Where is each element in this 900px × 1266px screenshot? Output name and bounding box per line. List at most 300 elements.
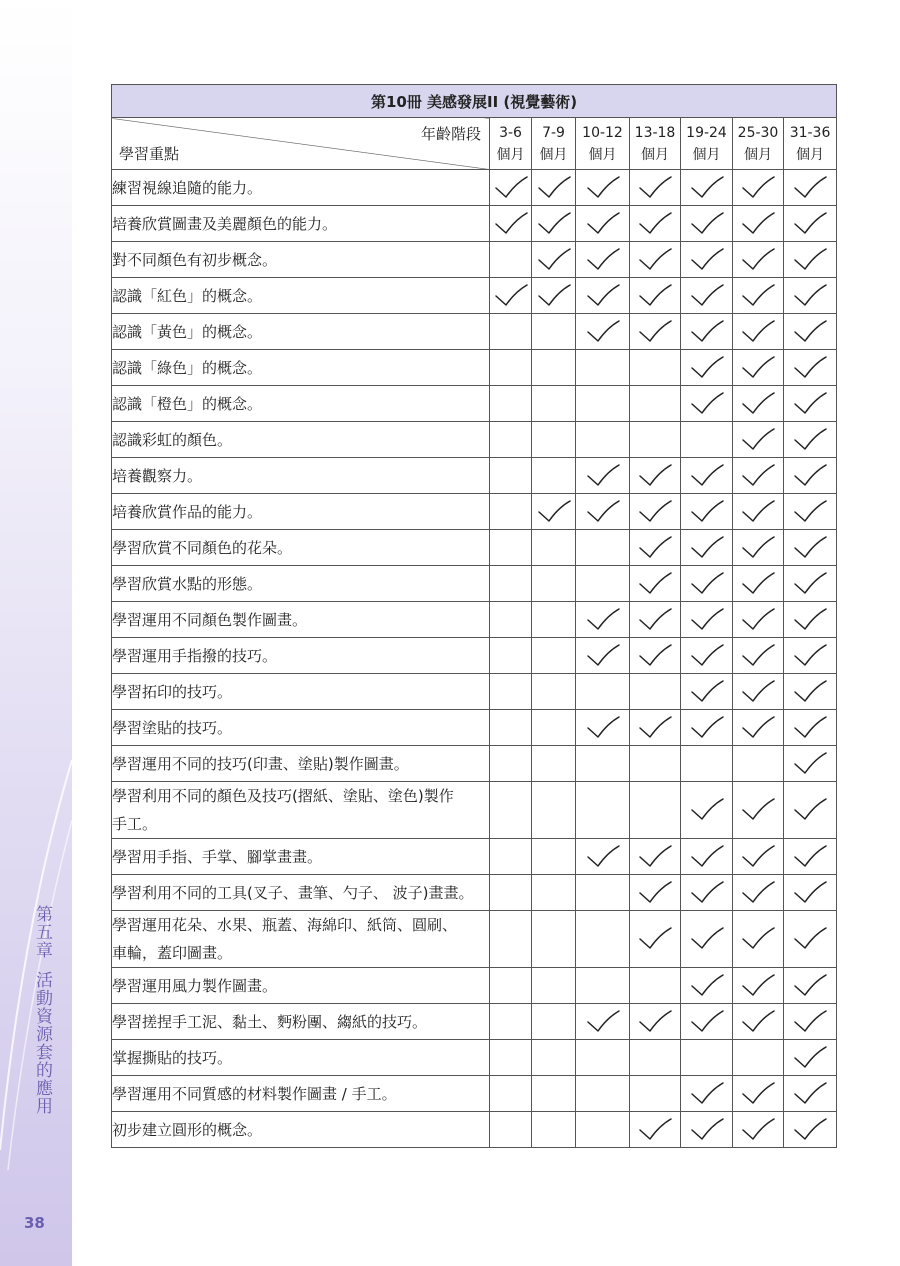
empty-cell [681, 746, 733, 782]
empty-cell [630, 968, 681, 1004]
checkmark-icon [681, 607, 732, 633]
learning-focus-text: 培養欣賞作品的能力。 [112, 502, 263, 521]
check-cell [784, 422, 837, 458]
checkmark-icon [784, 844, 836, 870]
checkmark-icon [681, 283, 732, 309]
check-cell [681, 674, 733, 710]
checkmark-icon [630, 844, 680, 870]
checkmark-icon [576, 499, 629, 525]
checkmark-icon [784, 973, 836, 999]
learning-focus-cell [112, 602, 490, 638]
empty-cell [490, 1040, 532, 1076]
check-cell [490, 170, 532, 206]
table-row [112, 314, 837, 350]
check-cell [733, 530, 784, 566]
empty-cell [532, 1040, 576, 1076]
check-cell [576, 638, 630, 674]
check-cell [576, 1004, 630, 1040]
check-cell [576, 314, 630, 350]
checkmark-icon [733, 463, 783, 489]
check-cell [681, 494, 733, 530]
check-cell [784, 566, 837, 602]
learning-focus-cell [112, 674, 490, 710]
table-row [112, 350, 837, 386]
checkmark-icon [681, 880, 732, 906]
learning-focus-text: 學習用手指、手掌、腳掌畫畫。 [112, 847, 323, 866]
check-cell [630, 494, 681, 530]
checkmark-icon [630, 247, 680, 273]
check-cell [630, 566, 681, 602]
check-cell [733, 458, 784, 494]
checkmark-icon [630, 283, 680, 309]
chapter-number: 第五章 [32, 905, 52, 959]
learning-focus-text: 練習視線追隨的能力。 [112, 178, 263, 197]
empty-cell [490, 422, 532, 458]
empty-cell [490, 1076, 532, 1112]
empty-cell [532, 875, 576, 911]
check-cell [630, 839, 681, 875]
empty-cell [532, 422, 576, 458]
learning-focus-text: 學習拓印的技巧。 [112, 682, 233, 701]
check-cell [733, 350, 784, 386]
checkmark-icon [784, 427, 836, 453]
checkmark-icon [733, 926, 783, 952]
empty-cell [490, 674, 532, 710]
age-range: 10-12 [582, 124, 623, 141]
checkmark-icon [681, 797, 732, 823]
check-cell [784, 242, 837, 278]
age-unit: 個月 [692, 146, 721, 163]
check-cell [532, 170, 576, 206]
check-cell [532, 242, 576, 278]
empty-cell [490, 566, 532, 602]
learning-focus-cell [112, 278, 490, 314]
empty-cell [490, 1112, 532, 1148]
check-cell [630, 1112, 681, 1148]
empty-cell [490, 494, 532, 530]
age-header-3-6 [490, 118, 532, 170]
empty-cell [532, 314, 576, 350]
learning-focus-text: 學習搓捏手工泥、黏土、麪粉團、縐紙的技巧。 [112, 1012, 428, 1031]
check-cell [733, 968, 784, 1004]
checkmark-icon [532, 499, 575, 525]
empty-cell [630, 1040, 681, 1076]
checkmark-icon [784, 211, 836, 237]
check-cell [733, 422, 784, 458]
check-cell [681, 602, 733, 638]
checkmark-icon [784, 247, 836, 273]
check-cell [681, 566, 733, 602]
check-cell [784, 710, 837, 746]
empty-cell [490, 839, 532, 875]
checkmark-icon [630, 880, 680, 906]
table-row [112, 911, 837, 968]
empty-cell [532, 350, 576, 386]
age-unit: 個月 [588, 146, 617, 163]
check-cell [733, 242, 784, 278]
empty-cell [576, 530, 630, 566]
checkmark-icon [733, 247, 783, 273]
checkmark-icon [784, 751, 836, 777]
chapter-title: 活動資源套的應用 [32, 971, 52, 1115]
checkmark-icon [490, 175, 531, 201]
empty-cell [532, 710, 576, 746]
learning-focus-cell [112, 1112, 490, 1148]
check-cell [630, 710, 681, 746]
checkmark-icon [681, 1117, 732, 1143]
check-cell [681, 1004, 733, 1040]
learning-focus-text: 認識彩虹的顏色。 [112, 430, 233, 449]
checkmark-icon [681, 355, 732, 381]
checkmark-icon [784, 463, 836, 489]
checkmark-icon [784, 643, 836, 669]
learning-focus-text: 認識「綠色」的概念。 [112, 358, 263, 377]
table-row [112, 530, 837, 566]
learning-focus-cell [112, 386, 490, 422]
empty-cell [576, 968, 630, 1004]
empty-cell [490, 350, 532, 386]
table-row [112, 1112, 837, 1148]
empty-cell [532, 746, 576, 782]
table-row [112, 968, 837, 1004]
checkmark-icon [733, 319, 783, 345]
age-range: 31-36 [789, 124, 831, 141]
check-cell [681, 206, 733, 242]
learning-focus-text: 學習欣賞水點的形態。 [112, 574, 263, 593]
age-range: 13-18 [634, 124, 676, 141]
empty-cell [490, 782, 532, 839]
learning-focus-cell [112, 875, 490, 911]
check-cell [681, 350, 733, 386]
checkmark-icon [733, 535, 783, 561]
check-cell [576, 839, 630, 875]
checkmark-icon [490, 283, 531, 309]
checkmark-icon [576, 247, 629, 273]
checkmark-icon [784, 880, 836, 906]
age-header-31-36 [784, 118, 837, 170]
check-cell [576, 242, 630, 278]
check-cell [630, 206, 681, 242]
check-cell [630, 875, 681, 911]
checkmark-icon [784, 679, 836, 705]
table-row [112, 1040, 837, 1076]
checkmark-icon [733, 499, 783, 525]
checkmark-icon [681, 247, 732, 273]
checkmark-icon [681, 391, 732, 417]
check-cell [681, 1112, 733, 1148]
check-cell [576, 710, 630, 746]
check-cell [733, 782, 784, 839]
age-range: 7-9 [542, 124, 565, 141]
checkmark-icon [784, 607, 836, 633]
checkmark-icon [681, 1009, 732, 1035]
check-cell [733, 314, 784, 350]
checkmark-icon [576, 844, 629, 870]
checkmark-icon [784, 535, 836, 561]
checkmark-icon [630, 607, 680, 633]
checkmark-icon [733, 797, 783, 823]
learning-focus-cell [112, 710, 490, 746]
chapter-label [30, 905, 54, 1115]
table-row [112, 1004, 837, 1040]
table-row [112, 494, 837, 530]
checkmark-icon [784, 283, 836, 309]
checkmark-icon [681, 319, 732, 345]
check-cell [784, 314, 837, 350]
check-cell [733, 839, 784, 875]
check-cell [784, 278, 837, 314]
empty-cell [630, 674, 681, 710]
check-cell [784, 1040, 837, 1076]
checkmark-icon [576, 607, 629, 633]
check-cell [733, 278, 784, 314]
checkmark-icon [576, 463, 629, 489]
checkmark-icon [784, 355, 836, 381]
table-row [112, 782, 837, 839]
check-cell [733, 710, 784, 746]
table-row [112, 746, 837, 782]
table-row [112, 875, 837, 911]
table-row [112, 386, 837, 422]
checkmark-icon [784, 1009, 836, 1035]
learning-focus-text: 學習運用不同質感的材料製作圖畫 / 手工。 [112, 1084, 397, 1103]
empty-cell [490, 710, 532, 746]
check-cell [784, 875, 837, 911]
check-cell [681, 530, 733, 566]
learning-focus-cell [112, 422, 490, 458]
empty-cell [490, 638, 532, 674]
learning-focus-cell [112, 782, 490, 839]
age-unit: 個月 [641, 146, 669, 163]
empty-cell [630, 782, 681, 839]
check-cell [630, 278, 681, 314]
learning-focus-cell [112, 746, 490, 782]
empty-cell [532, 839, 576, 875]
empty-cell [532, 782, 576, 839]
table-row [112, 710, 837, 746]
checkmark-icon [681, 1081, 732, 1107]
check-cell [576, 278, 630, 314]
learning-focus-text: 對不同顏色有初步概念。 [112, 250, 278, 269]
age-header-19-24 [681, 118, 733, 170]
checkmark-icon [733, 283, 783, 309]
checkmark-icon [532, 283, 575, 309]
checkmark-icon [630, 926, 680, 952]
checkmark-icon [733, 880, 783, 906]
learning-focus-text: 學習運用不同的技巧(印畫、塗貼)製作圖畫。 [112, 754, 409, 773]
checkmark-icon [630, 175, 680, 201]
checkmark-icon [733, 1117, 783, 1143]
checkmark-icon [630, 643, 680, 669]
empty-cell [576, 1040, 630, 1076]
empty-cell [576, 875, 630, 911]
checkmark-icon [784, 1045, 836, 1071]
checkmark-icon [532, 211, 575, 237]
empty-cell [630, 422, 681, 458]
checkmark-icon [733, 427, 783, 453]
learning-focus-text: 學習利用不同的顏色及技巧(摺紙、塗貼、塗色)製作 [112, 787, 454, 805]
table-row [112, 602, 837, 638]
learning-focus-cell [112, 314, 490, 350]
empty-cell [733, 1040, 784, 1076]
check-cell [681, 710, 733, 746]
empty-cell [490, 875, 532, 911]
empty-cell [681, 1040, 733, 1076]
empty-cell [532, 1004, 576, 1040]
checkmark-icon [681, 211, 732, 237]
checkmark-icon [630, 535, 680, 561]
check-cell [490, 278, 532, 314]
check-cell [630, 638, 681, 674]
empty-cell [630, 350, 681, 386]
check-cell [784, 530, 837, 566]
learning-focus-text: 學習運用不同顏色製作圖畫。 [112, 610, 308, 629]
checkmark-icon [733, 355, 783, 381]
empty-cell [630, 1076, 681, 1112]
check-cell [733, 170, 784, 206]
check-cell [681, 386, 733, 422]
empty-cell [532, 566, 576, 602]
learning-focus-cell [112, 968, 490, 1004]
checkmark-icon [576, 283, 629, 309]
empty-cell [576, 422, 630, 458]
check-cell [784, 170, 837, 206]
check-cell [630, 242, 681, 278]
learning-focus-text: 學習利用不同的工具(叉子、畫筆、勺子、 波子)畫畫。 [112, 883, 474, 902]
learning-focus-cell [112, 911, 490, 968]
empty-cell [576, 350, 630, 386]
table-row [112, 1076, 837, 1112]
table-row [112, 170, 837, 206]
check-cell [630, 911, 681, 968]
checkmark-icon [630, 211, 680, 237]
learning-focus-text: 掌握撕貼的技巧。 [112, 1048, 233, 1067]
table-row [112, 638, 837, 674]
learning-focus-text: 學習塗貼的技巧。 [112, 718, 233, 737]
empty-cell [490, 911, 532, 968]
checkmark-icon [733, 211, 783, 237]
learning-focus-cell [112, 530, 490, 566]
empty-cell [532, 968, 576, 1004]
checkmark-icon [630, 1009, 680, 1035]
checkmark-icon [681, 844, 732, 870]
table-row [112, 206, 837, 242]
table-row [112, 458, 837, 494]
checkmark-icon [784, 797, 836, 823]
checkmark-icon [733, 679, 783, 705]
empty-cell [576, 911, 630, 968]
empty-cell [532, 674, 576, 710]
checkmark-icon [576, 1009, 629, 1035]
check-cell [784, 350, 837, 386]
learning-focus-cell [112, 206, 490, 242]
check-cell [784, 968, 837, 1004]
check-cell [784, 386, 837, 422]
checkmark-icon [576, 175, 629, 201]
check-cell [630, 314, 681, 350]
checkmark-icon [681, 499, 732, 525]
checkmark-icon [630, 319, 680, 345]
table-row [112, 674, 837, 710]
checkmark-icon [681, 715, 732, 741]
empty-cell [681, 422, 733, 458]
checkmark-icon [681, 679, 732, 705]
check-cell [576, 170, 630, 206]
check-cell [630, 530, 681, 566]
table-title-row [112, 85, 837, 118]
empty-cell [576, 782, 630, 839]
checkmark-icon [733, 607, 783, 633]
learning-focus-cell [112, 350, 490, 386]
checkmark-icon [784, 1117, 836, 1143]
table-row [112, 422, 837, 458]
check-cell [490, 206, 532, 242]
header-learning-focus: 學習重點 [119, 145, 180, 163]
learning-focus-text: 初步建立圓形的概念。 [112, 1120, 263, 1139]
empty-cell [576, 674, 630, 710]
checkmark-icon [630, 1117, 680, 1143]
check-cell [733, 566, 784, 602]
check-cell [733, 674, 784, 710]
learning-focus-text: 培養欣賞圖畫及美麗顏色的能力。 [112, 214, 338, 233]
check-cell [733, 1004, 784, 1040]
table-row [112, 278, 837, 314]
check-cell [630, 602, 681, 638]
empty-cell [490, 314, 532, 350]
check-cell [784, 746, 837, 782]
checkmark-icon [733, 1081, 783, 1107]
check-cell [532, 278, 576, 314]
check-cell [681, 875, 733, 911]
age-unit: 個月 [496, 146, 525, 163]
checkmark-icon [784, 319, 836, 345]
checkmark-icon [630, 463, 680, 489]
empty-cell [532, 911, 576, 968]
learning-focus-cell [112, 1076, 490, 1112]
check-cell [630, 458, 681, 494]
check-cell [681, 458, 733, 494]
age-header-25-30 [733, 118, 784, 170]
check-cell [784, 782, 837, 839]
learning-focus-cell [112, 242, 490, 278]
empty-cell [490, 530, 532, 566]
checkmark-icon [784, 1081, 836, 1107]
check-cell [784, 206, 837, 242]
checkmark-icon [733, 973, 783, 999]
empty-cell [576, 566, 630, 602]
check-cell [576, 458, 630, 494]
checkmark-icon [733, 1009, 783, 1035]
age-range: 25-30 [737, 124, 779, 141]
age-range: 3-6 [499, 124, 522, 141]
check-cell [784, 839, 837, 875]
age-unit: 個月 [796, 146, 825, 163]
check-cell [733, 602, 784, 638]
age-unit: 個月 [744, 146, 772, 163]
checkmark-icon [733, 715, 783, 741]
check-cell [733, 638, 784, 674]
empty-cell [630, 386, 681, 422]
check-cell [630, 170, 681, 206]
check-cell [681, 911, 733, 968]
checkmark-icon [733, 844, 783, 870]
empty-cell [532, 530, 576, 566]
check-cell [681, 782, 733, 839]
checkmark-icon [681, 175, 732, 201]
empty-cell [490, 602, 532, 638]
check-cell [733, 494, 784, 530]
checkmark-icon [681, 535, 732, 561]
